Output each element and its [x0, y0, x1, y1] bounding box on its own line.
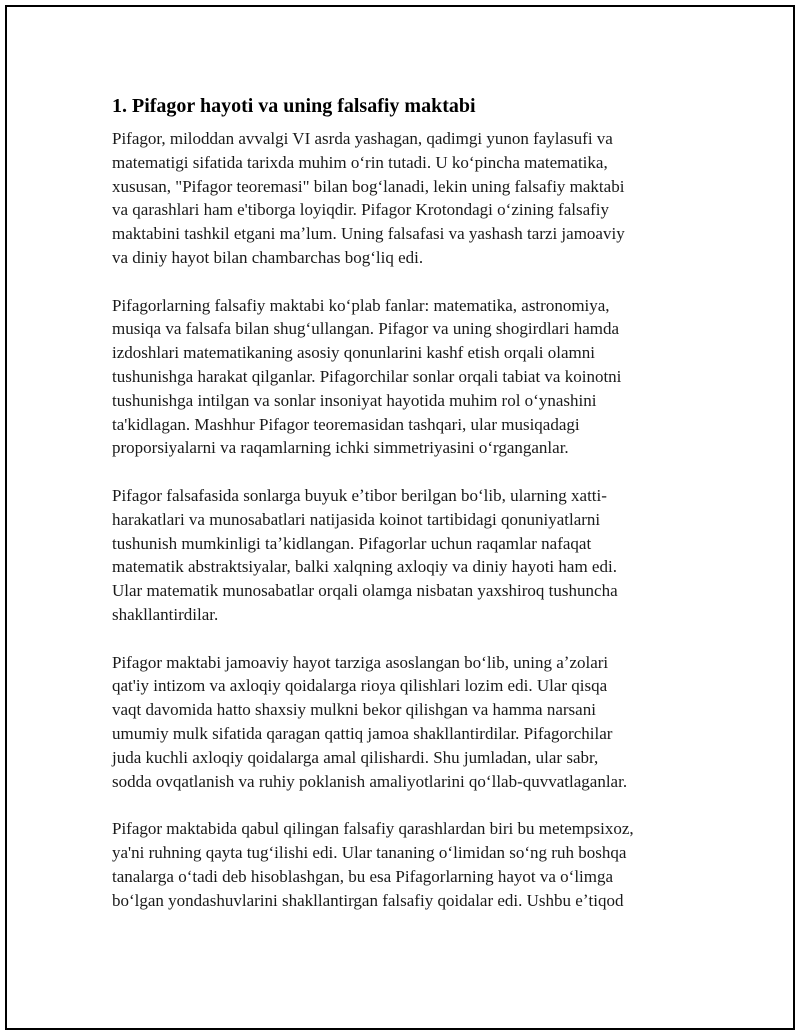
section-heading: 1. Pifagor hayoti va uning falsafiy maktabi [112, 95, 476, 117]
paragraph-5: Pifagor maktabida qabul qilingan falsafiy qarashlardan biri bu metempsixoz, ya'ni ruhning qayta tugʻilishi edi. Ular tananing oʻlimidan soʻng ruh boshqa tanalarga oʻtadi deb hisoblashgan, bu esa Pifagorlarning hayot va oʻlimga boʻlgan yondashuvlarini shakllantirgan falsafiy qoidalar edi. Ushbu eʼtiqod [112, 819, 634, 910]
paragraph-1: Pifagor, miloddan avvalgi VI asrda yashagan, qadimgi yunon faylasufi va matematigi sifatida tarixda muhim oʻrin tutadi. U koʻpincha matematika, xususan, "Pifagor teoremasi" bilan bogʻlanadi, lekin uning falsafiy maktabi va qarashlari ham e'tiborga loyiqdir. Pifagor Krotondagi oʻzining falsafiy maktabini tashkil etgani maʼlum. Uning falsafasi va yashash tarzi jamoaviy va diniy hayot bilan chambarchas bogʻliq edi. [112, 129, 625, 267]
paragraph-4: Pifagor maktabi jamoaviy hayot tarziga asoslangan boʻlib, uning aʼzolari qat'iy intizom va axloqiy qoidalarga rioya qilishlari lozim edi. Ular qisqa vaqt davomida hatto shaxsiy mulkni bekor qilishgan va hamma narsani umumiy mulk sifatida qaragan qattiq jamoa shakllantirdilar. Pifagorchilar juda kuchli axloqiy qoidalarga amal qilishardi. Shu jumladan, ular sabr, sodda ovqatlanish va ruhiy poklanish amaliyotlarini qoʻllab-quvvatlaganlar. [112, 652, 628, 791]
paragraph-3: Pifagor falsafasida sonlarga buyuk eʼtibor berilgan boʻlib, ularning xatti- harakatlari va munosabatlari natijasida koinot tartibidagi qonuniyatlarni tushunish mumkinligi taʼkidlangan. Pifagorlar uchun raqamlar nafaqat matematik abstraktsiyalar, balki xalqning axloqiy va diniy hayoti ham edi. Ular matematik munosabatlar orqali olamga nisbatan yaxshiroq tushuncha shakllantirdilar. [112, 485, 618, 624]
paragraph-2: Pifagorlarning falsafiy maktabi koʻplab fanlar: matematika, astronomiya, musiqa va falsafa bilan shugʻullangan. Pifagor va uning shogirdlari hamda izdoshlari matematikaning asosiy qonunlarini kashf etish orqali olamni tushunishga harakat qilganlar. Pifagorchilar sonlar orqali tabiat va koinotni tushunishga intilgan va sonlar insoniyat hayotida muhim rol oʻynashini ta'kidlagan. Mashhur Pifagor teoremasidan tashqari, ular musiqadagi proporsiyalarni va raqamlarning ichki simmetriyasini oʻrganganlar. [112, 295, 622, 458]
document-body [112, 93, 692, 936]
